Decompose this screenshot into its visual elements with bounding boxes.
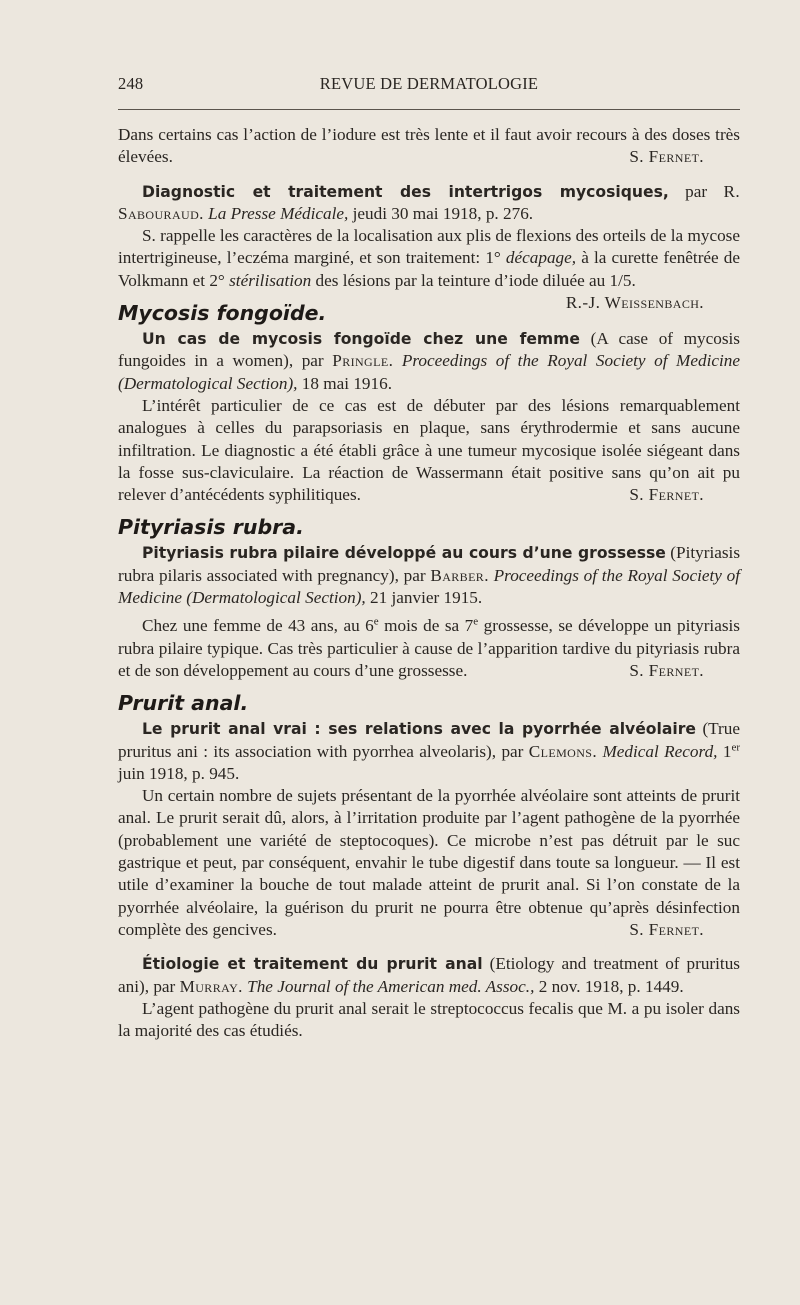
article-date: 21 janvier 1915. bbox=[370, 588, 483, 608]
article-date: 18 mai 1916. bbox=[301, 373, 393, 393]
page-header bbox=[118, 74, 740, 100]
page-number: 248 bbox=[118, 74, 144, 93]
signature: S. Fernet. bbox=[629, 485, 704, 505]
header-rule bbox=[118, 109, 740, 110]
article-journal: Proceedings of the Royal Society of Medicine (Dermatological Section), bbox=[118, 351, 740, 393]
article-journal: The Journal of the American med. Assoc., bbox=[247, 976, 535, 996]
running-title: REVUE DE DERMATOLOGIE bbox=[319, 74, 539, 93]
article-pityriasis-citation: Pityriasis rubra pilaire développé au cours d’une grossesse (Pityriasis rubra pilaris associated with pregnancy), par Barber. Proceedings of the Royal Society of Medicine (Dermatological Section), 21 janvier 1915. bbox=[118, 543, 741, 608]
signature: S. Fernet. bbox=[629, 147, 704, 167]
article-date: 2 nov. 1918, p. 1449. bbox=[538, 976, 684, 996]
article-author: Murray. bbox=[179, 976, 243, 996]
signature: R.-J. Weissenbach. bbox=[565, 293, 704, 313]
article-journal: Proceedings of the Royal Society of Medicine (Dermatological Section), bbox=[118, 565, 740, 608]
article-title: Étiologie et traitement du prurit anal bbox=[142, 955, 483, 974]
article-title: Un cas de mycosis fongoïde chez une femme bbox=[142, 330, 581, 349]
article-prurit-citation: Le prurit anal vrai : ses relations avec la pyorrhée alvéolaire (True pruritus ani : its association with pyorrhea alveolaris), par Clemons. Medical Record, 1er juin 1918, p. 945. bbox=[118, 719, 741, 783]
article-date: juin 1918, p. 945. bbox=[118, 763, 240, 783]
article-author: Pringle. bbox=[332, 351, 394, 371]
article-pityriasis-body: Chez une femme de 43 ans, au 6e mois de sa 7e grossesse, se développe un pityriasis rubra pilaire typique. Cas très particulier à cause de l’apparition tardive du pityriasis rubra et de son développement au cours d’une grossesse. S. Fernet. bbox=[118, 615, 740, 682]
signature: S. Fernet. bbox=[629, 660, 704, 680]
section-heading-pityriasis: Pityriasis rubra. bbox=[118, 515, 304, 540]
article-intertrigo-citation: Diagnostic et traitement des intertrigos mycosiques, par R. Sabouraud. La Presse Médicale, jeudi 30 mai 1918, p. 276. bbox=[118, 181, 741, 223]
article-author: Barber. bbox=[430, 565, 489, 585]
section-heading-prurit: Prurit anal. bbox=[118, 691, 249, 716]
article-author: R. Sabouraud. bbox=[118, 181, 741, 223]
article-title: Le prurit anal vrai : ses relations avec la pyorrhée alvéolaire bbox=[142, 720, 696, 739]
article-journal: Medical Record, bbox=[602, 741, 718, 761]
top-paragraph: Dans certains cas l’action de l’iodure est très lente et il faut avoir recours à des doses très élevées. S. Fernet. bbox=[118, 124, 740, 169]
article-etiologie-citation: Étiologie et traitement du prurit anal (Etiology and treatment of pruritus ani), par Murray. The Journal of the American med. Assoc., 2 nov. 1918, p. 1449. bbox=[118, 954, 740, 996]
article-title: Diagnostic et traitement des intertrigos mycosiques, bbox=[142, 182, 669, 201]
article-intertrigo-body: S. rappelle les caractères de la localisation aux plis de flexions des orteils de la mycose intertrigineuse, l’eczéma marginé, et son traitement: 1° décapage, à la curette fenêtrée de Volkmann et 2° stérilisation des lésions par la teinture d’iode diluée au 1/5. R.-J. Weissenbach. bbox=[118, 225, 740, 292]
article-date: jeudi 30 mai 1918, p. 276. bbox=[352, 203, 534, 223]
article-mycosis-citation: Un cas de mycosis fongoïde chez une femme (A case of mycosis fungoides in a women), par Pringle. Proceedings of the Royal Society of Medicine (Dermatological Section), 18 mai 1916. bbox=[118, 329, 740, 393]
section-heading-mycosis: Mycosis fongoïde. bbox=[118, 301, 327, 326]
article-author: Clemons. bbox=[528, 741, 598, 761]
article-prurit-body: Un certain nombre de sujets présentant de la pyorrhée alvéolaire sont atteints de prurit anal. Le prurit serait dû, alors, à l’irritation produite par l’agent pathogène de la pyorrhée (probablement une variété de steptocoques). Ce microbe n’est pas détruit par le suc gastrique et peut, par conséquent, envahir le tube digestif dans toute sa longueur. — Il est utile d’examiner la bouche de tout malade atteint de prurit anal. Si l’on constate de la pyorrhée alvéolaire, la guérison du prurit ne pourra être obtenue qu’après désinfection complète des gencives. S. Fernet. bbox=[118, 785, 740, 941]
text-column bbox=[118, 124, 740, 1042]
signature: S. Fernet. bbox=[629, 919, 704, 939]
article-journal: La Presse Médicale, bbox=[208, 203, 349, 223]
article-etiologie-body: L’agent pathogène du prurit anal serait le streptococcus fecalis que M. a pu isoler dans la majorité des cas étudiés. bbox=[118, 998, 740, 1041]
article-title: Pityriasis rubra pilaire développé au cours d’une grossesse bbox=[142, 544, 666, 563]
article-mycosis-body: L’intérêt particulier de ce cas est de débuter par des lésions remarquablement analogues à celles du parapsoriasis en plaque, sans érythrodermie et sans aucune infiltration. Le diagnostic a été établi grâce à une tumeur mycosique isolée siégeant dans la fosse sus-claviculaire. La réaction de Wassermann était positive sans qu’on ait pu relever d’antécédents syphilitiques. S. Fernet. bbox=[118, 395, 740, 506]
